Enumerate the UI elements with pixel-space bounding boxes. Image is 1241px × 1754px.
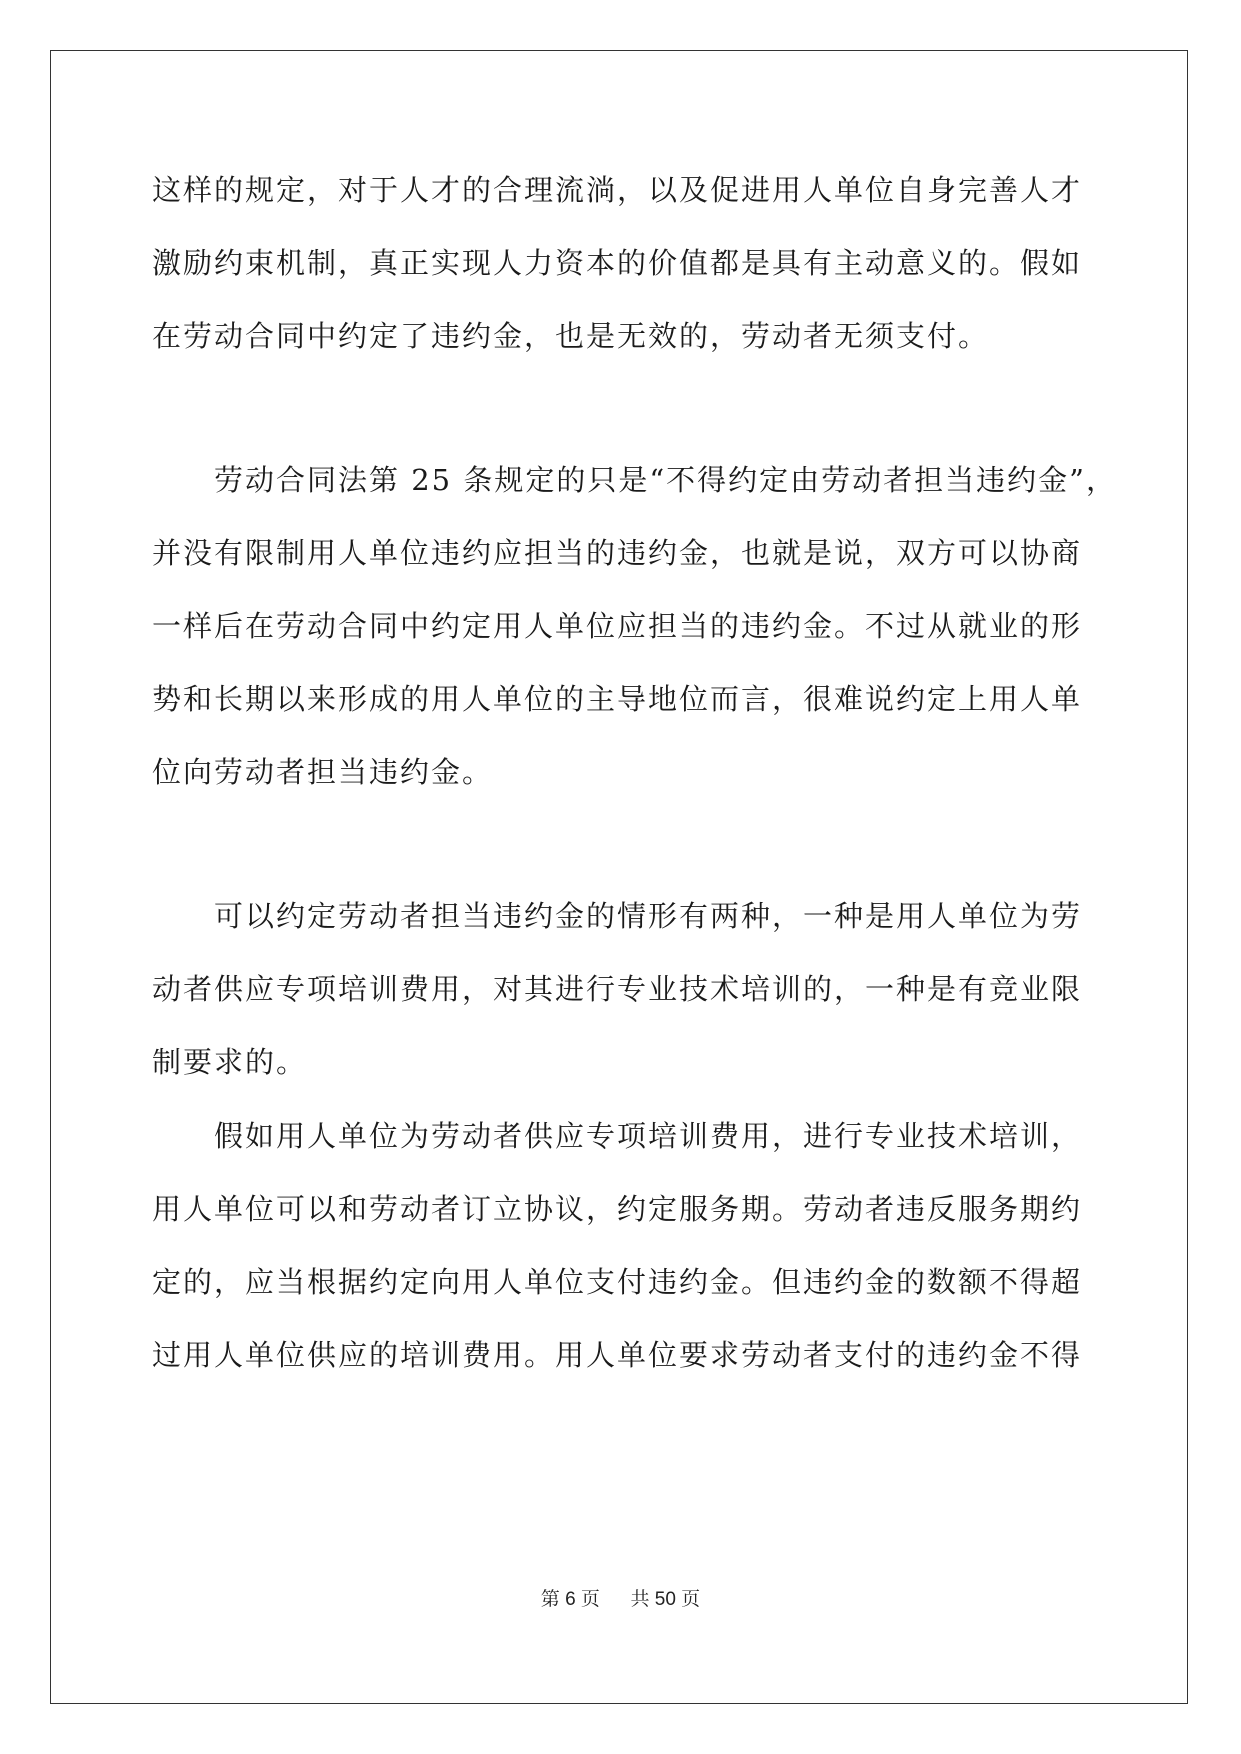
body-line: 一样后在劳动合同中约定用人单位应担当的违约金。不过从就业的形 — [152, 609, 1083, 643]
body-line: 用人单位可以和劳动者订立协议，约定服务期。劳动者违反服务期约 — [152, 1192, 1083, 1226]
body-line: 定的，应当根据约定向用人单位支付违约金。但违约金的数额不得超 — [152, 1265, 1083, 1299]
page-total: 共 50 页 — [630, 1589, 701, 1610]
body-line: 在劳动合同中约定了违约金，也是无效的，劳动者无须支付。 — [152, 319, 990, 353]
page-footer — [0, 1588, 1241, 1612]
page-number: 第 6 页 — [540, 1589, 600, 1610]
body-line: 制要求的。 — [152, 1045, 308, 1079]
body-line: 并没有限制用人单位违约应担当的违约金，也就是说，双方可以协商 — [152, 536, 1083, 570]
body-line: 势和长期以来形成的用人单位的主导地位而言，很难说约定上用人单 — [152, 682, 1083, 716]
body-line: 这样的规定，对于人才的合理流淌，以及促进用人单位自身完善人才 — [152, 173, 1083, 207]
body-line: 过用人单位供应的培训费用。用人单位要求劳动者支付的违约金不得 — [152, 1338, 1083, 1372]
body-line: 假如用人单位为劳动者供应专项培训费用，进行专业技术培训， — [152, 1119, 1083, 1153]
body-line: 激励约束机制，真正实现人力资本的价值都是具有主动意义的。假如 — [152, 246, 1083, 280]
page-border — [50, 50, 1188, 1704]
body-line: 可以约定劳动者担当违约金的情形有两种，一种是用人单位为劳 — [152, 899, 1083, 933]
body-line: 劳动合同法第 25 条规定的只是“不得约定由劳动者担当违约金”， — [152, 463, 1117, 497]
body-line: 位向劳动者担当违约金。 — [152, 755, 494, 789]
body-line: 动者供应专项培训费用，对其进行专业技术培训的，一种是有竞业限 — [152, 972, 1083, 1006]
